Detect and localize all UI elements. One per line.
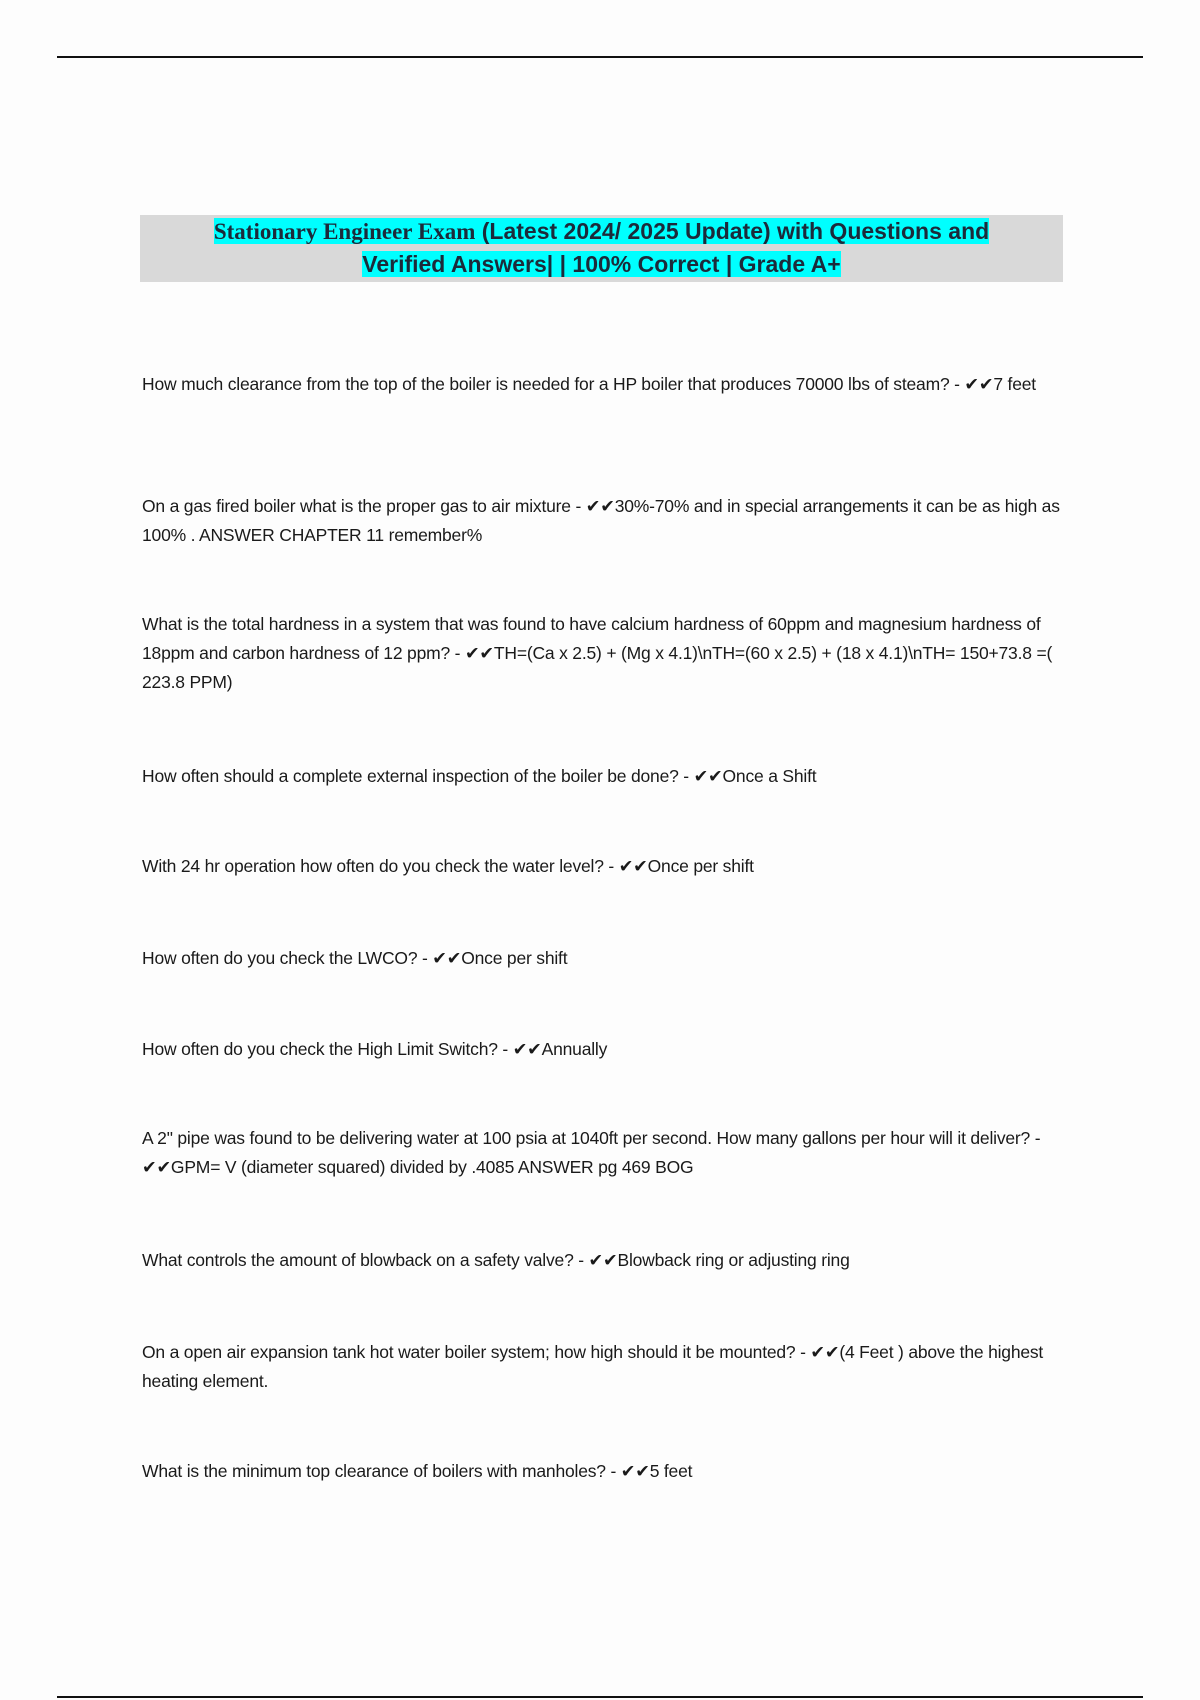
footer-rule bbox=[57, 1696, 1143, 1698]
qa-item-7: How often do you check the High Limit Switch? - ✔✔Annually bbox=[142, 1039, 608, 1059]
document-title bbox=[140, 215, 1063, 282]
qa-item-2: On a gas fired boiler what is the proper gas to air mixture - ✔✔30%-70% and in special arrangements it can be as high as 100% . ANSWER CHAPTER 11 remember% bbox=[142, 496, 1060, 545]
qa-item-3: What is the total hardness in a system that was found to have calcium hardness of 60ppm and magnesium hardness of 18ppm and carbon hardness of 12 ppm? - ✔✔TH=(Ca x 2.5) + (Mg x 4.1)\nTH=(60 x 2.5) + (18 x 4.1)\nTH= 150+73.8 =( 223.8 PPM) bbox=[142, 614, 1053, 692]
qa-item-5: With 24 hr operation how often do you check the water level? - ✔✔Once per shift bbox=[142, 856, 754, 876]
qa-item-9: What controls the amount of blowback on a safety valve? - ✔✔Blowback ring or adjusting ring bbox=[142, 1250, 850, 1270]
title-line2: Verified Answers| | 100% Correct | Grade A+ bbox=[362, 251, 841, 277]
qa-item-8: A 2" pipe was found to be delivering water at 100 psia at 1040ft per second. How many gallons per hour will it deliver? - ✔✔GPM= V (diameter squared) divided by .4085 ANSWER pg 469 BOG bbox=[142, 1128, 1041, 1177]
qa-item-10: On a open air expansion tank hot water boiler system; how high should it be mounted? - ✔✔(4 Feet ) above the highest heating element. bbox=[142, 1342, 1044, 1391]
header-rule bbox=[57, 56, 1143, 58]
qa-item-6: How often do you check the LWCO? - ✔✔Once per shift bbox=[142, 948, 568, 968]
qa-item-4: How often should a complete external inspection of the boiler be done? - ✔✔Once a Shift bbox=[142, 766, 817, 786]
qa-item-11: What is the minimum top clearance of boilers with manholes? - ✔✔5 feet bbox=[142, 1461, 693, 1481]
title-serif-part: Stationary Engineer Exam bbox=[213, 219, 476, 244]
qa-item-1: How much clearance from the top of the boiler is needed for a HP boiler that produces 70000 lbs of steam? - ✔✔7 feet bbox=[142, 374, 1036, 394]
title-line1-rest: (Latest 2024/ 2025 Update) with Questions and bbox=[475, 218, 990, 244]
